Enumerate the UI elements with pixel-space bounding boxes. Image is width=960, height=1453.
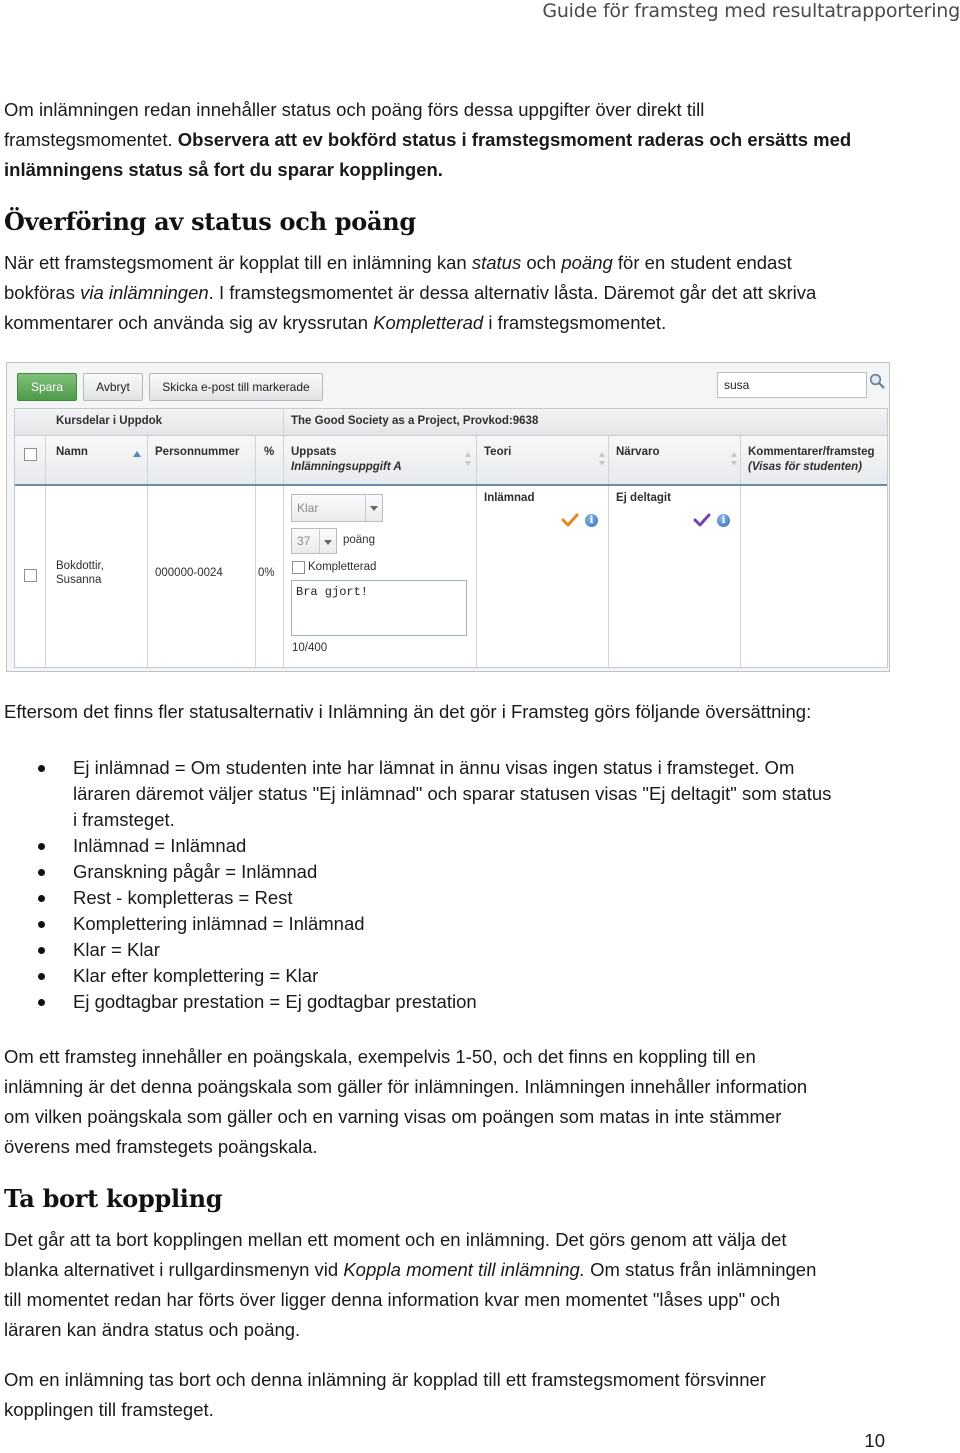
remove-paragraph: [4, 1225, 904, 1345]
column-teori[interactable]: Teori: [484, 446, 512, 458]
list-item: [0, 833, 900, 859]
column-kommentar[interactable]: Kommentarer/framsteg: [748, 446, 875, 458]
section-heading-remove: Ta bort koppling: [4, 1184, 223, 1213]
bullet: [38, 999, 45, 1006]
list-item-text: Klar efter komplettering = Klar: [73, 965, 319, 986]
divider: [283, 436, 284, 484]
text-line: Det går att ta bort kopplingen mellan ett moment och en inlämning. Det görs genom att välja det: [4, 1229, 787, 1250]
list-item: [0, 885, 900, 911]
kompletterad-label: Kompletterad: [308, 561, 377, 573]
page-number: 10: [864, 1430, 885, 1451]
send-email-button[interactable]: Skicka e-post till markerade: [149, 373, 323, 401]
grid-group-header: [15, 409, 887, 436]
text-run: När ett framstegsmoment är kopplat till en inlämning kan: [4, 252, 472, 273]
results-grid: [14, 408, 888, 668]
list-item: [0, 859, 900, 885]
transfer-paragraph: [4, 248, 904, 338]
text-run: . I framstegsmomentet är dessa alternativ låsta. Däremot går det att skriva: [208, 282, 817, 303]
italic-menu-name: Koppla moment till inlämning.: [343, 1259, 585, 1280]
check-icon: [561, 513, 579, 527]
points-select: [291, 528, 337, 554]
select-all-checkbox[interactable]: [24, 448, 37, 461]
sort-ascending-icon[interactable]: [133, 451, 141, 457]
group-header-uppdok: Kursdelar i Uppdok: [56, 415, 163, 427]
row-checkbox[interactable]: [24, 569, 37, 582]
section-heading-transfer: Överföring av status och poäng: [4, 207, 416, 236]
status-select-value: Klar: [297, 501, 319, 515]
divider: [476, 486, 477, 667]
text-line: läraren kan ändra status och poäng.: [4, 1319, 301, 1340]
column-uppsats-sub: Inlämningsuppgift A: [291, 461, 402, 473]
intro-line-2a: framstegsmomentet.: [4, 129, 178, 150]
column-sort-icon[interactable]: [731, 452, 737, 466]
list-item: [0, 755, 900, 833]
cancel-button[interactable]: Avbryt: [83, 373, 143, 401]
removal-note-paragraph: [4, 1365, 904, 1425]
list-item-text: Komplettering inlämnad = Inlämnad: [73, 913, 365, 934]
text-line: till momentet redan har förts över ligger denna information kvar men momentet "låses upp" och: [4, 1289, 781, 1310]
text-line: överens med framstegets poängskala.: [4, 1136, 318, 1157]
italic-status: status: [471, 252, 522, 273]
text-run: Om status från inlämningen: [585, 1259, 817, 1280]
bullet: [38, 895, 45, 902]
divider: [283, 409, 284, 435]
check-icon: [693, 513, 711, 527]
student-personnummer: 000000-0024: [155, 567, 223, 579]
student-name-line2: Susanna: [56, 574, 102, 586]
text-run: kommentarer och använda sig av kryssrutan: [4, 312, 374, 333]
bullet: [38, 947, 45, 954]
text-line: om vilken poängskala som gäller och en varning visas om poängen som matas in inte stämmer: [4, 1106, 782, 1127]
points-unit: poäng: [343, 534, 375, 546]
bullet: [38, 843, 45, 850]
divider: [283, 486, 284, 667]
column-personnummer[interactable]: Personnummer: [155, 446, 240, 458]
column-name[interactable]: Namn: [56, 446, 88, 458]
narvaro-status: Ej deltagit: [616, 492, 671, 504]
list-item-text: Inlämnad = Inlämnad: [73, 835, 247, 856]
divider: [255, 486, 256, 667]
list-item: [0, 911, 900, 937]
column-kommentar-sub: (Visas för studenten): [748, 461, 862, 473]
text-run: blanka alternativet i rullgardinsmenyn vid: [4, 1259, 344, 1280]
text-line: inlämning är det denna poängskala som gäller för inlämningen. Inlämningen innehåller information: [4, 1076, 808, 1097]
comment-textarea[interactable]: Bra gjort!: [291, 580, 467, 636]
intro-paragraph: [4, 95, 904, 185]
list-item: [0, 989, 900, 1015]
divider: [147, 486, 148, 667]
text-line: Om en inlämning tas bort och denna inlämning är kopplad till ett framstegsmoment försvinner: [4, 1369, 766, 1390]
student-name-line1: Bokdottir,: [56, 560, 104, 572]
column-sort-icon[interactable]: [599, 452, 605, 466]
kompletterad-checkbox[interactable]: [292, 561, 305, 574]
divider: [608, 486, 609, 667]
info-icon[interactable]: i: [585, 514, 598, 527]
list-item-text: läraren däremot väljer status "Ej inlämnad" och sparar statusen visas "Ej deltagit" som status: [73, 783, 832, 804]
text-run: och: [521, 252, 562, 273]
divider: [45, 486, 46, 667]
running-header: Guide för framsteg med resultatrapportering: [542, 0, 960, 22]
chevron-down-icon: [319, 529, 336, 553]
info-icon[interactable]: i: [717, 514, 730, 527]
text-run: i framstegsmomentet.: [483, 312, 667, 333]
bullet: [38, 765, 45, 772]
bullet: [38, 973, 45, 980]
chevron-down-icon: [365, 495, 382, 521]
text-run: bokföras: [4, 282, 81, 303]
grid-column-header: [15, 436, 887, 486]
student-percent: 0%: [258, 567, 275, 579]
bullet: [38, 921, 45, 928]
embedded-screenshot: [6, 362, 890, 672]
save-button[interactable]: Spara: [17, 373, 77, 401]
search-input[interactable]: susa: [717, 372, 867, 398]
divider: [255, 436, 256, 484]
list-item-text: Rest - kompletteras = Rest: [73, 887, 293, 908]
column-percent[interactable]: %: [264, 446, 275, 458]
text-line: Om ett framsteg innehåller en poängskala, exempelvis 1-50, och det finns en koppling till en: [4, 1046, 756, 1067]
column-sort-icon[interactable]: [465, 452, 471, 466]
column-narvaro[interactable]: Närvaro: [616, 446, 660, 458]
status-select: [291, 494, 383, 522]
translation-list: [0, 755, 900, 1015]
italic-poang: poäng: [561, 252, 613, 273]
intro-line-1: Om inlämningen redan innehåller status och poäng förs dessa uppgifter över direkt till: [4, 99, 705, 120]
scale-paragraph: [4, 1042, 904, 1162]
divider: [476, 436, 477, 484]
points-value: 37: [297, 534, 311, 548]
divider: [740, 486, 741, 667]
list-item: [0, 937, 900, 963]
char-counter: 10/400: [292, 642, 328, 654]
bullet: [38, 869, 45, 876]
divider: [608, 436, 609, 484]
text-line: kopplingen till framsteget.: [4, 1399, 214, 1420]
teori-status: Inlämnad: [484, 492, 535, 504]
divider: [740, 436, 741, 484]
list-item-text: i framsteget.: [73, 809, 175, 830]
text-run: för en student endast: [612, 252, 792, 273]
divider: [45, 436, 46, 484]
search-icon[interactable]: [869, 373, 885, 389]
list-item: [0, 963, 900, 989]
group-header-course: The Good Society as a Project, Provkod:9638: [291, 415, 539, 427]
divider: [147, 436, 148, 484]
intro-warning-1: Observera att ev bokförd status i framstegsmoment raderas och ersätts med: [177, 129, 852, 150]
italic-kompletterad: Kompletterad: [373, 312, 484, 333]
column-uppsats[interactable]: Uppsats: [291, 446, 337, 458]
italic-via: via inlämningen: [80, 282, 209, 303]
list-item-text: Ej godtagbar prestation = Ej godtagbar prestation: [73, 991, 477, 1012]
list-item-text: Klar = Klar: [73, 939, 160, 960]
list-item-text: Granskning pågår = Inlämnad: [73, 861, 318, 882]
intro-warning-2: inlämningens status så fort du sparar kopplingen.: [4, 159, 443, 180]
translation-intro: Eftersom det finns fler statusalternativ i Inlämning än det gör i Framsteg görs följande översättning:: [4, 701, 812, 722]
list-item-text: Ej inlämnad = Om studenten inte har lämnat in ännu visas ingen status i framsteget. Om: [73, 757, 795, 778]
